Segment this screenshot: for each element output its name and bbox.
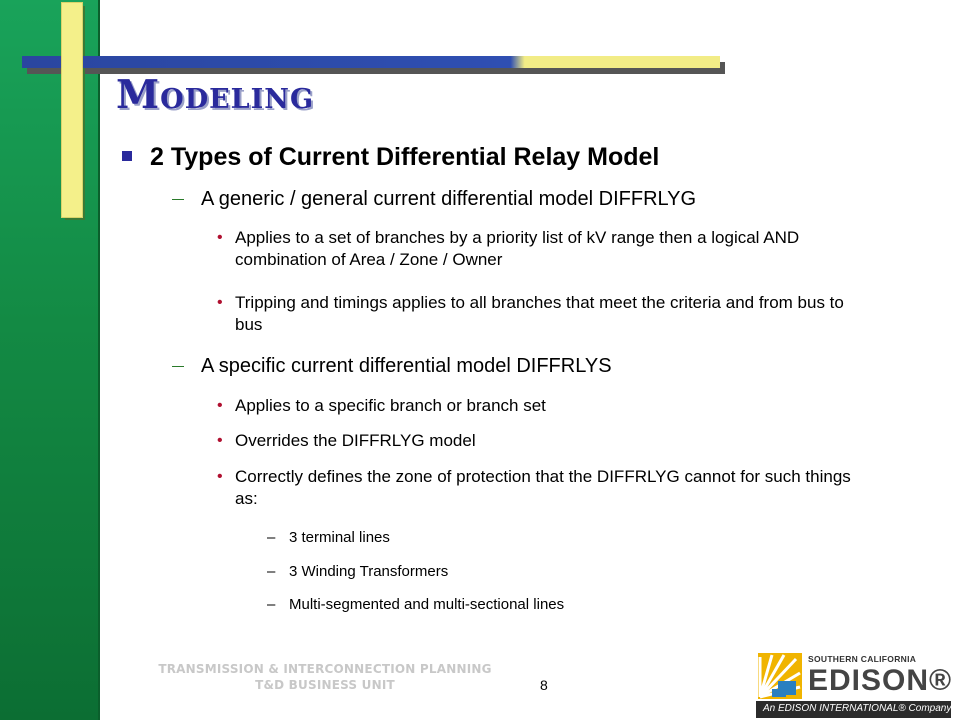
logo-small-text: SOUTHERN CALIFORNIA bbox=[808, 654, 917, 664]
left-green-band bbox=[0, 0, 100, 720]
dot-bullet-icon: • bbox=[217, 432, 223, 449]
section-label: A generic / general current differential model DIFFRLYG bbox=[201, 188, 697, 210]
sub-list-item bbox=[267, 529, 390, 546]
bullet-text: Applies to a set of branches by a priority list of kV range then a logical AND combination of Area / Zone / Owner bbox=[235, 228, 800, 269]
edison-logo bbox=[756, 650, 953, 720]
en-dash-icon: – bbox=[267, 529, 276, 546]
en-dash-icon: – bbox=[267, 563, 276, 580]
section-label: A specific current differential model DIFFRLYS bbox=[201, 355, 612, 377]
list-item bbox=[217, 430, 867, 452]
sub-list-item bbox=[267, 596, 564, 613]
dot-bullet-icon: • bbox=[217, 468, 223, 485]
dash-icon bbox=[172, 199, 184, 200]
logo-tagline: An EDISON INTERNATIONAL® Company bbox=[763, 703, 952, 714]
sunburst-logo-icon bbox=[758, 653, 802, 699]
footer-line-2: T&D BUSINESS UNIT bbox=[255, 678, 395, 692]
heading-text: 2 Types of Current Differential Relay Model bbox=[150, 143, 660, 171]
sub-item-text: Multi-segmented and multi-sectional lines bbox=[289, 596, 565, 613]
bullet-text: Applies to a specific branch or branch set bbox=[235, 396, 546, 415]
title-horizontal-bar bbox=[22, 56, 720, 68]
bullet-text: Overrides the DIFFRLYG model bbox=[235, 431, 476, 450]
sub-item-text: 3 terminal lines bbox=[289, 529, 390, 546]
dot-bullet-icon: • bbox=[217, 294, 223, 311]
dot-bullet-icon: • bbox=[217, 229, 223, 246]
main-heading bbox=[122, 143, 659, 172]
square-bullet-icon bbox=[122, 151, 132, 161]
footer-line-1: TRANSMISSION & INTERCONNECTION PLANNING bbox=[158, 662, 492, 676]
list-item bbox=[217, 292, 867, 336]
logo-wordmark: EDISON® bbox=[808, 664, 953, 697]
logo-tagline-bar bbox=[756, 701, 951, 718]
list-item bbox=[217, 227, 867, 271]
sub-list-item bbox=[267, 563, 448, 580]
section-specific bbox=[172, 355, 612, 378]
sub-item-text: 3 Winding Transformers bbox=[289, 563, 449, 580]
bullet-text: Tripping and timings applies to all branches that meet the criteria and from bus to bus bbox=[235, 293, 844, 334]
list-item bbox=[217, 395, 867, 417]
band-edge-stripe bbox=[98, 0, 100, 720]
list-item bbox=[217, 466, 867, 510]
vertical-yellow-bar bbox=[61, 2, 83, 218]
en-dash-icon: – bbox=[267, 596, 276, 613]
slide-title: Modeling bbox=[116, 72, 315, 118]
dash-icon bbox=[172, 366, 184, 367]
dot-bullet-icon: • bbox=[217, 397, 223, 414]
bullet-text: Correctly defines the zone of protection that the DIFFRLYG cannot for such things as: bbox=[235, 467, 851, 508]
section-generic bbox=[172, 188, 696, 211]
page-number: 8 bbox=[540, 677, 548, 693]
